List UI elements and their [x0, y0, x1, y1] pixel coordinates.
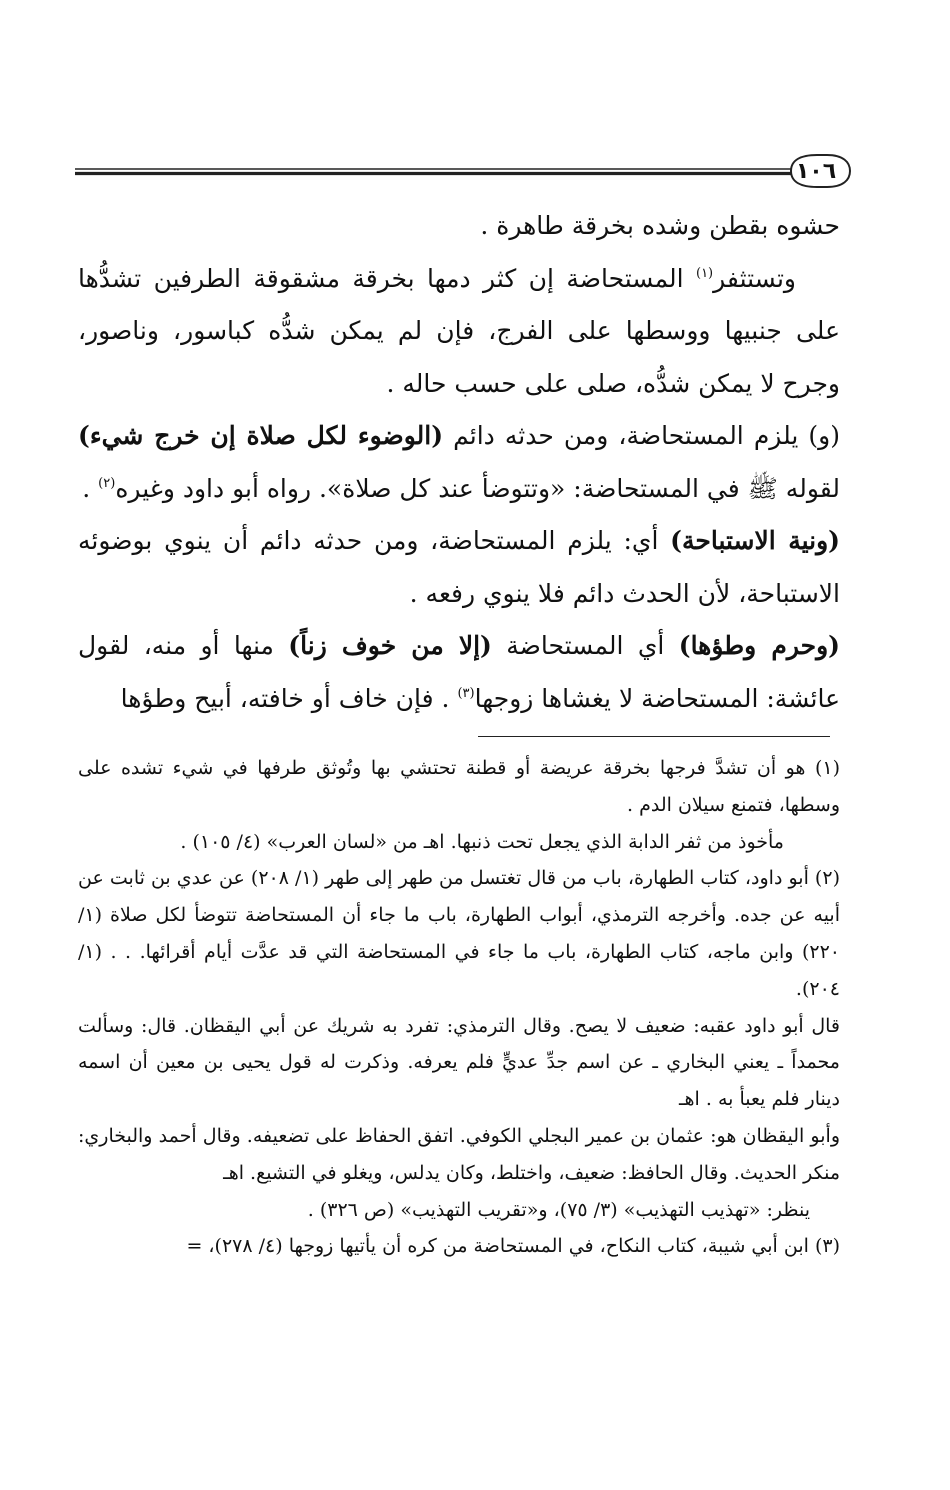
footnote-separator — [478, 736, 830, 737]
footnote-ref[interactable]: (٢) — [98, 475, 116, 491]
text-run: أي: يلزم المستحاضة، ومن حدثه دائم أن ينوي بوضوئه الاستباحة، لأن الحدث دائم فلا ينوي رفعه . — [78, 526, 840, 608]
bold-text: (الوضوء لكل صلاة إن خرج شيء) — [78, 421, 444, 450]
text-run: المستحاضة إن كثر دمها بخرقة مشقوقة الطرفين تشدُّها على جنبيها ووسطها على الفرج، فإن لم يمكن شدُّه كباسور، وناصور، وجرح لا يمكن شدُّه، صلى على حسب حاله . — [78, 263, 840, 398]
text-run: . فإن خاف أو خافته، أبيح وطؤها — [120, 683, 458, 713]
text-run: حشوه بقطن وشده بخرقة طاهرة . — [480, 211, 840, 240]
footnote-3: (٣) ابن أبي شيبة، كتاب النكاح، في المستحاضة من كره أن يأتيها زوجها (٤/ ٢٧٨)، = — [186, 1235, 840, 1258]
paragraph — [78, 515, 840, 620]
paragraph — [78, 410, 840, 515]
footnotes — [78, 750, 840, 1265]
text-run: منها أو منه، لقول عائشة: المستحاضة لا يغشاها زوجها — [78, 631, 840, 713]
page-number: ١٠٦ — [795, 158, 837, 184]
footnote-2-source: ينظر: «تهذيب التهذيب» (٣/ ٧٥)، و«تقريب التهذيب» (ص ٣٢٦) . — [307, 1198, 810, 1221]
footnote-ref[interactable]: (١) — [695, 265, 714, 281]
header-rule — [75, 152, 853, 194]
text-run: . — [82, 473, 99, 503]
bold-text: (ونية الاستباحة) — [670, 526, 840, 555]
page-header — [75, 152, 853, 194]
footnote-ref[interactable]: (٣) — [457, 685, 475, 701]
footnote-1: (١) هو أن تشدَّ فرجها بخرقة عريضة أو قطنة تحتشي بها وتُوثق طرفها في شيء تشده على وسطها، فتمنع سيلان الدم . — [78, 757, 840, 816]
footnote-2-paragraph: وأبو اليقظان هو: عثمان بن عمير البجلي الكوفي. اتفق الحفاظ على تضعيفه. وقال أحمد والبخاري: منكر الحديث. وقال الحافظ: ضعيف، واختلط، وكان يدلس، ويغلو في التشيع. اهـ — [78, 1124, 840, 1184]
main-text — [78, 200, 840, 725]
text-run: أي المستحاضة — [491, 631, 679, 660]
paragraph — [78, 200, 840, 253]
footnote-2-paragraph: قال أبو داود عقبه: ضعيف لا يصح. وقال الترمذي: تفرد به شريك عن أبي اليقظان. قال: وسألت محمداً ـ يعني البخاري ـ عن اسم جدِّ عديٍّ فلم يعرفه. وذكرت له قول يحيى بن معين أن اسمه دينار فلم يعبأ به . اهـ — [78, 1014, 840, 1111]
text-run: وتستثفر — [713, 263, 796, 293]
text-run: لقوله ﷺ في المستحاضة: «وتتوضأ عند كل صلاة». رواه أبو داود وغيره — [115, 473, 840, 503]
text-run: (و) يلزم المستحاضة، ومن حدثه دائم — [443, 421, 840, 450]
paragraph — [78, 620, 840, 725]
bold-text: (إلا من خوف زناً) — [288, 631, 492, 660]
paragraph — [78, 253, 840, 411]
footnote-1-source: مأخوذ من ثفر الدابة الذي يجعل تحت ذنبها. اهـ من «لسان العرب» (٤/ ١٠٥) . — [180, 830, 784, 853]
bold-text: (وحرم وطؤها) — [678, 631, 840, 660]
footnote-2: (٢) أبو داود، كتاب الطهارة، باب من قال تغتسل من طهر إلى طهر (١/ ٢٠٨) عن عدي بن ثابت عن أبيه عن جده. وأخرجه الترمذي، أبواب الطهارة، باب ما جاء أن المستحاضة تتوضأ لكل صلاة (١/ ٢٢٠) وابن ماجه، كتاب الطهارة، باب ما جاء في المستحاضة التي قد عدَّت أيام أقرائها. . . (١/ ٢٠٤). — [78, 867, 840, 1000]
